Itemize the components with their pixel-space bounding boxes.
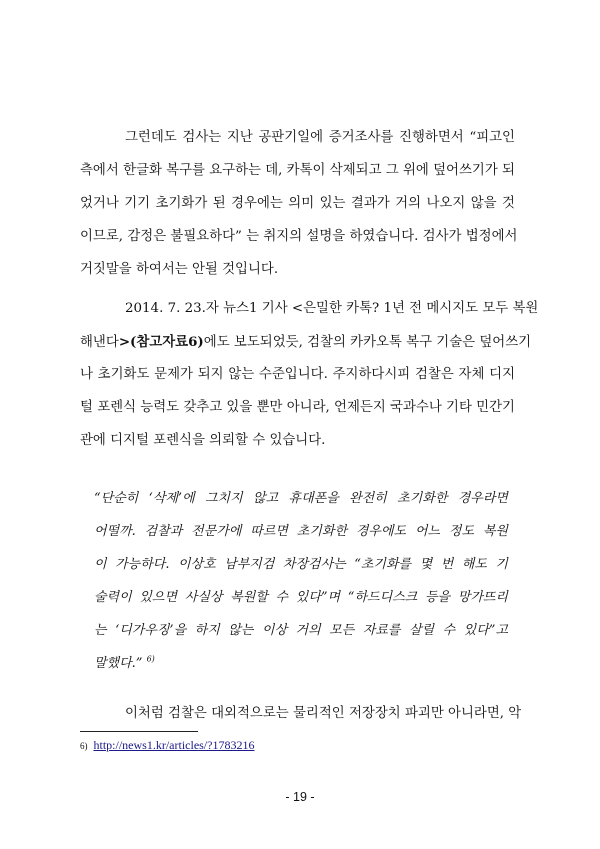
paragraph-line: 이므로, 감정은 불필요하다” 는 취지의 설명을 하였습니다. 검사가 법정에서 [80,229,518,244]
footnote-divider [80,731,198,732]
quote-line: “단순히 ‘삭제’에 그치지 않고 휴대폰을 완전히 초기화한 경우라면 [94,491,508,506]
paragraph-line: 2014. 7. 23.자 뉴스1 기사 <은밀한 카톡? 1년 전 메시지도 모두 복원 [125,301,539,316]
paragraph-line-with-reference [80,331,532,353]
paragraph-line: 그런데도 검사는 지난 공판기일에 증거조사를 진행하면서 “피고인 [125,130,515,145]
paragraph-line: 관에 디지털 포렌식을 의뢰할 수 있습니다. [80,433,326,448]
footnote [80,737,254,754]
line-text: 에도 보도되었듯, 검찰의 카카오톡 복구 기술은 덮어쓰기 [203,335,532,350]
paragraph-line: 었거나 기기 초기화가 된 경우에는 의미 있는 결과가 거의 나오지 않을 것 [80,196,515,211]
quote-line: 는 ‘디가우징’을 하지 않는 이상 거의 모든 자료를 살릴 수 있다”고 [94,623,508,638]
footnote-link[interactable]: http://news1.kr/articles/?1783216 [93,738,255,752]
reference-label: >(참고자료6) [118,334,204,350]
page-number: - 19 - [285,790,315,804]
quote-line: 이 가능하다. 이상호 남부지검 차장검사는 “초기화를 몇 번 해도 기 [94,557,508,572]
quote-line: 어떨까. 검찰과 전문가에 따르면 초기화한 경우에도 어느 정도 복원 [94,524,508,539]
paragraph-line: 나 초기화도 문제가 되지 않는 수준입니다. 주지하다시피 검찰은 자체 디지 [80,367,515,382]
quote-text: 말했다.” [94,656,143,671]
paragraph-line: 이처럼 검찰은 대외적으로는 물리적인 저장장치 파괴만 아니라면, 악 [125,706,522,721]
footnote-number: 6) [80,741,88,751]
footnote-reference[interactable]: 6) [146,654,155,664]
line-text: 해낸다 [80,335,119,350]
paragraph-line: 측에서 한글화 복구를 요구하는 데, 카톡이 삭제되고 그 위에 덮어쓰기가 되 [80,163,515,178]
paragraph-line: 거짓말을 하여서는 안될 것입니다. [80,262,279,277]
paragraph-line: 털 포렌식 능력도 갖추고 있을 뿐만 아니라, 언제든지 국과수나 기타 민간기 [80,400,515,415]
quote-line-last [94,653,508,675]
quote-line: 술력이 있으면 사실상 복원할 수 있다”며 “하드디스크 등을 망가뜨리 [94,590,508,605]
